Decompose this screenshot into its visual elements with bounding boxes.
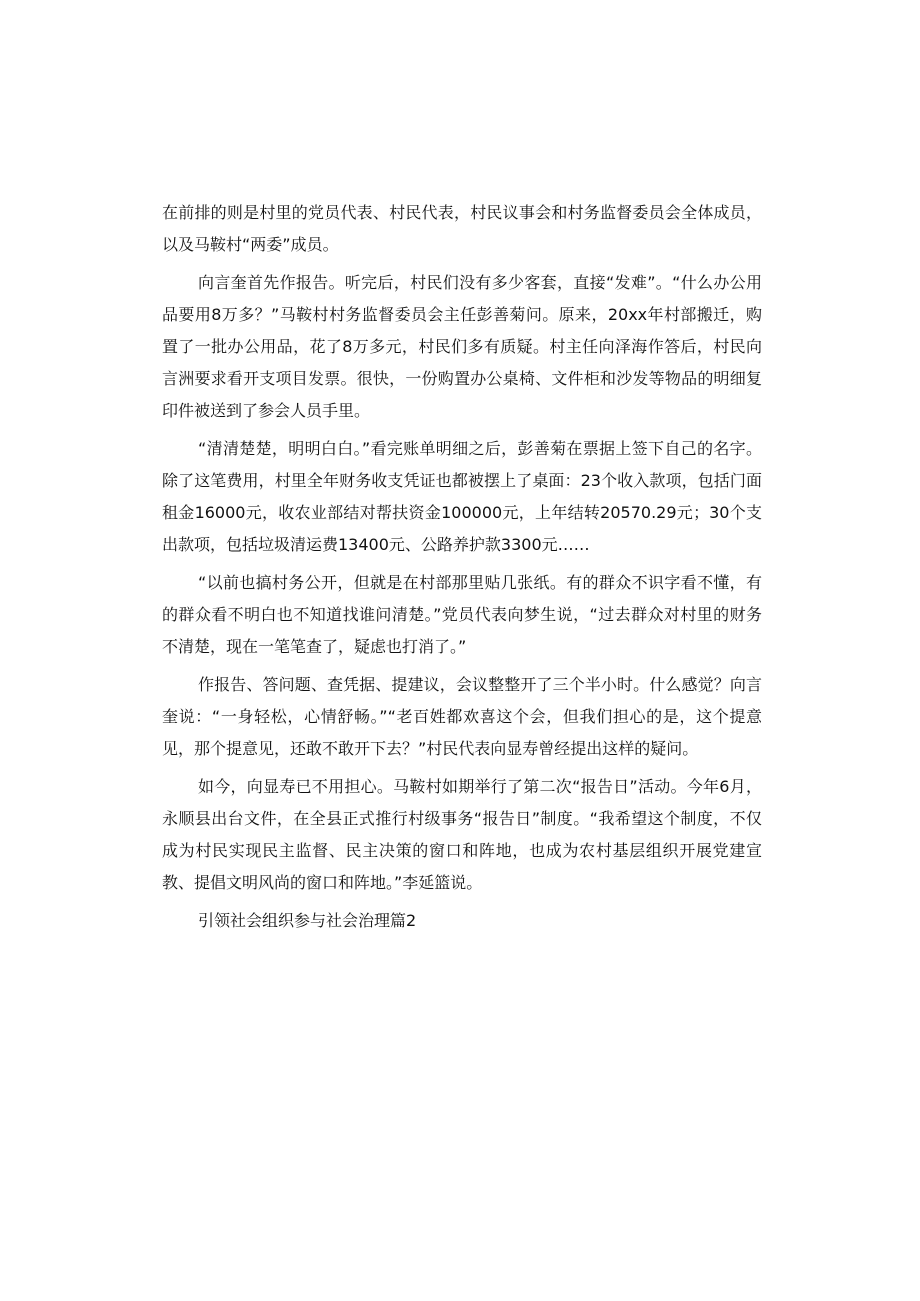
paragraph-transparency: “以前也搞村务公开，但就是在村部那里贴几张纸。有的群众不识字看不懂，有的群众看不明白也不知道找谁问清楚。”党员代表向梦生说，“过去群众对村里的财务不清楚，现在一笔笔查了，疑虑也打消了。”	[162, 573, 762, 656]
section-heading: 引领社会组织参与社会治理篇2	[198, 911, 417, 930]
paragraph-meeting: 作报告、答问题、查凭据、提建议，会议整整开了三个半小时。什么感觉？向言奎说：“一身轻松，心情舒畅。”“老百姓都欢喜这个会，但我们担心的是，这个提意见，那个提意见，还敢不敢开下去？”村民代表向显寿曾经提出这样的疑问。	[162, 675, 762, 758]
paragraph-attendees: 在前排的则是村里的党员代表、村民代表，村民议事会和村务监督委员会全体成员，以及马鞍村“两委”成员。	[162, 203, 762, 254]
paragraph-report: 向言奎首先作报告。听完后，村民们没有多少客套，直接“发难”。“什么办公用品要用8万多？”马鞍村村务监督委员会主任彭善菊问。原来，20xx年村部搬迁，购置了一批办公用品，花了8万多元，村民们多有质疑。村主任向泽海作答后，村民向言洲要求看开支项目发票。很快，一份购置办公桌椅、文件柜和沙发等物品的明细复印件被送到了参会人员手里。	[162, 273, 762, 420]
document-body	[162, 197, 762, 943]
paragraph-system: 如今，向显寿已不用担心。马鞍村如期举行了第二次“报告日”活动。今年6月，永顺县出台文件，在全县正式推行村级事务“报告日”制度。“我希望这个制度，不仅成为村民实现民主监督、民主决策的窗口和阵地，也成为农村基层组织开展党建宣教、提倡文明风尚的窗口和阵地。”李延篮说。	[162, 777, 762, 892]
paragraph-accounts: “清清楚楚，明明白白。”看完账单明细之后，彭善菊在票据上签下自己的名字。除了这笔费用，村里全年财务收支凭证也都被摆上了桌面：23个收入款项，包括门面租金16000元，收农业部结对帮扶资金100000元，上年结转20570.29元；30个支出款项，包括垃圾清运费13400元、公路养护款3300元……	[162, 439, 762, 554]
